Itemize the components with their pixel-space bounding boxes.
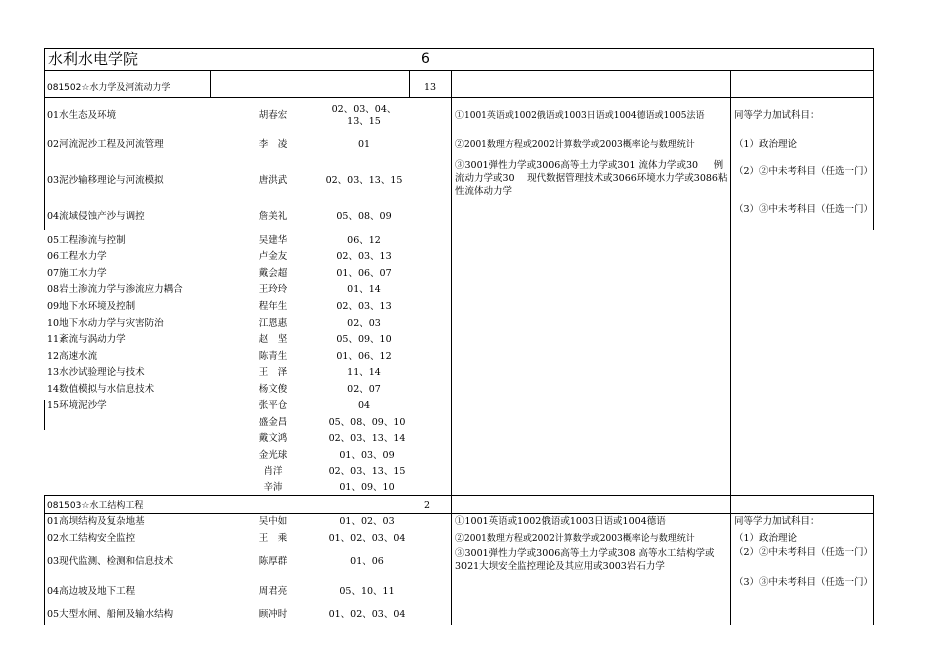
teacher-name: 胡春宏 <box>258 110 288 121</box>
section-quota: 13 <box>424 82 437 93</box>
teacher-name: 王 泽 <box>258 367 288 378</box>
section-title: 081502☆水力学及河流动力学 <box>47 83 171 93</box>
teacher-name: 陈厚群 <box>258 556 288 567</box>
teacher-name: 辛沛 <box>263 482 283 493</box>
direction-item: 01高坝结构及复杂地基 <box>47 516 145 527</box>
course-codes: 05、09、10 <box>336 334 392 345</box>
teacher-name: 张平仓 <box>258 400 288 411</box>
direction-item: 09地下水环境及控制 <box>47 301 136 312</box>
course-codes: 01、02、03、04 <box>328 533 406 544</box>
course-codes: 05、10、11 <box>339 586 395 597</box>
teacher-name: 吴建华 <box>258 235 288 246</box>
direction-item: 08岩土渗流力学与渗流应力耦合 <box>47 284 183 295</box>
teacher-name: 唐洪武 <box>258 175 288 186</box>
course-codes: 04 <box>357 400 371 411</box>
direction-item: 12高速水流 <box>47 351 98 362</box>
teacher-name: 李 凌 <box>258 139 288 150</box>
teacher-name: 周君亮 <box>258 586 288 597</box>
course-codes: 05、08、09 <box>336 211 392 222</box>
teacher-name: 陈青生 <box>258 351 288 362</box>
teacher-name: 吴中如 <box>258 516 288 527</box>
school-title: 水利水电学院 <box>48 50 139 68</box>
teacher-name: 杨文俊 <box>258 384 288 395</box>
teacher-name: 詹美礼 <box>258 211 288 222</box>
teacher-name: 江恩惠 <box>258 318 288 329</box>
course-codes: 01、06、07 <box>336 268 392 279</box>
course-codes: 02、03、13、15 <box>325 175 403 186</box>
direction-item: 02水工结构安全监控 <box>47 533 136 544</box>
course-codes: 02、03、13、14 <box>328 433 406 444</box>
extra-subject: （3）③中未考科目（任选一门） <box>734 577 874 588</box>
course-codes: 01、03、09 <box>339 450 395 461</box>
course-codes: 02、03 <box>347 318 381 329</box>
exam-subject: ①1001英语或1002俄语或1003日语或1004德语 <box>455 516 666 527</box>
direction-item: 05工程渗流与控制 <box>47 235 126 246</box>
course-codes: 11、14 <box>347 367 381 378</box>
course-codes: 02、07 <box>347 384 381 395</box>
teacher-name: 顾冲时 <box>258 609 288 620</box>
teacher-name: 戴文鸿 <box>258 433 288 444</box>
extra-subject: （1）政治理论 <box>734 139 798 150</box>
exam-subject: ②2001数理方程或2002计算数学或2003概率论与数理统计 <box>455 140 695 150</box>
direction-item: 07施工水力学 <box>47 268 107 279</box>
teacher-name: 王玲玲 <box>258 284 288 295</box>
course-codes: 01、02、03 <box>339 516 395 527</box>
course-codes: 01 <box>357 139 371 150</box>
course-codes: 02、03、13、15 <box>328 466 406 477</box>
extra-subject: （3）③中未考科目（任选一门） <box>734 204 874 215</box>
teacher-name: 盛金昌 <box>258 417 288 428</box>
extra-subject: （2）②中未考科目（任选一门） <box>734 547 874 558</box>
teacher-name: 戴会超 <box>258 268 288 279</box>
direction-item: 11紊流与涡动力学 <box>47 334 126 345</box>
course-codes: 05、08、09、10 <box>328 417 406 428</box>
direction-item: 13水沙试验理论与技术 <box>47 367 145 378</box>
course-codes: 01、06、12 <box>336 351 392 362</box>
direction-item: 03泥沙输移理论与河流模拟 <box>47 175 164 186</box>
extra-subject: 同等学力加试科目： <box>734 516 820 527</box>
direction-item: 03现代监测、检测和信息技术 <box>47 556 174 567</box>
teacher-name: 肖洋 <box>263 466 283 477</box>
exam-subject: ②2001数理方程或2002计算数学或2003概率论与数理统计 <box>455 534 695 544</box>
course-codes: 06、12 <box>347 235 381 246</box>
teacher-name: 王 乘 <box>258 533 288 544</box>
course-codes: 01、06 <box>350 556 384 567</box>
course-codes: 02、03、04、13、15 <box>331 104 397 127</box>
exam-subject: ③3001弹性力学或3006高等土力学或301 流体力学或30 例流动力学或30 现代数据管理技术或3066环境水力学或3086粘性流体动力学 <box>455 160 728 197</box>
course-codes: 01、14 <box>347 284 381 295</box>
teacher-name: 金光球 <box>258 450 288 461</box>
extra-subject: （2）②中未考科目（任选一门） <box>734 166 874 177</box>
direction-item: 15环境泥沙学 <box>47 400 107 411</box>
course-codes: 02、03、13 <box>336 301 392 312</box>
direction-item: 05大型水闸、船闸及输水结构 <box>47 609 174 620</box>
direction-item: 04高边坡及地下工程 <box>47 586 136 597</box>
direction-item: 10地下水动力学与灾害防治 <box>47 318 164 329</box>
section-title: 081503☆水工结构工程 <box>47 501 144 511</box>
course-codes: 01、02、03、04 <box>328 609 406 620</box>
direction-item: 04流域侵蚀产沙与调控 <box>47 211 145 222</box>
direction-item: 14数值模拟与水信息技术 <box>47 384 155 395</box>
section-quota: 2 <box>424 500 431 511</box>
direction-item: 02河流泥沙工程及河流管理 <box>47 139 164 150</box>
extra-subject: （1）政治理论 <box>734 533 798 544</box>
direction-item: 01水生态及环境 <box>47 110 117 121</box>
direction-item: 06工程水力学 <box>47 251 107 262</box>
teacher-name: 程年生 <box>258 301 288 312</box>
extra-subject: 同等学力加试科目： <box>734 110 820 121</box>
course-codes: 02、03、13 <box>336 251 392 262</box>
course-codes: 01、09、10 <box>339 482 395 493</box>
page-count: 6 <box>421 51 430 67</box>
teacher-name: 卢金友 <box>258 251 288 262</box>
exam-subject: ①1001英语或1002俄语或1003日语或1004德语或1005法语 <box>455 111 705 121</box>
exam-subject: ③3001弹性力学或3006高等土力学或308 高等水工结构学或3021大坝安全监控理论及其应用或3003岩石力学 <box>455 548 715 572</box>
teacher-name: 赵 坚 <box>258 334 288 345</box>
